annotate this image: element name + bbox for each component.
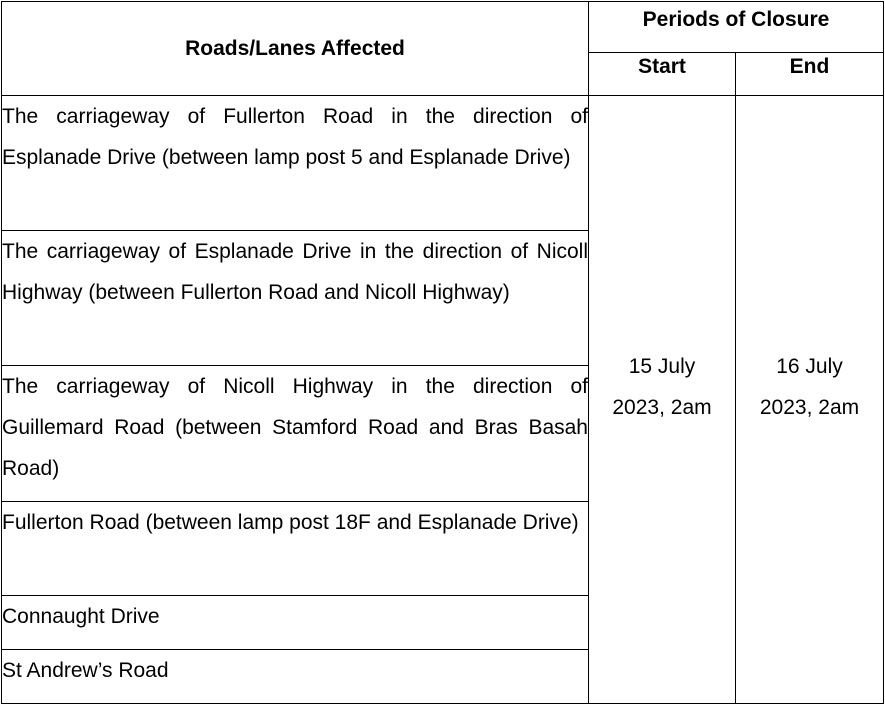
periods-of-closure-header-label: Periods of Closure [642, 8, 830, 31]
roads-affected-header [2, 2, 589, 96]
start-header [589, 53, 736, 96]
road-row-fullerton-carriageway [2, 96, 589, 231]
road-row-text: St Andrew’s Road [2, 659, 169, 682]
road-row-nicoll-carriageway [2, 366, 589, 502]
closure-end-time: 2023, 2am [759, 395, 860, 419]
end-header [736, 53, 884, 96]
start-header-label: Start [638, 55, 686, 78]
closure-end-cell [736, 96, 884, 704]
road-row-connaught-drive [2, 596, 589, 650]
road-row-text: Connaught Drive [2, 605, 160, 628]
closure-end-date: 16 July [776, 354, 843, 378]
road-row-fullerton-road [2, 502, 589, 596]
closure-start-time: 2023, 2am [612, 395, 712, 419]
road-row-esplanade-carriageway [2, 231, 589, 366]
end-header-label: End [789, 55, 830, 78]
road-row-text: The carriageway of Nicoll Highway in the direction of Guillemard Road (between Stamford Road and Bras Basah Road) [2, 375, 588, 480]
road-closure-table [1, 1, 884, 704]
road-row-text: Fullerton Road (between lamp post 18F and Esplanade Drive) [2, 511, 579, 534]
closure-start-cell [589, 96, 736, 704]
roads-affected-header-label: Roads/Lanes Affected [185, 36, 405, 60]
closure-start-date: 15 July [628, 354, 696, 378]
road-row-text: The carriageway of Fullerton Road in the direction of Esplanade Drive (between lamp post 5 and Esplanade Drive) [2, 105, 588, 169]
periods-of-closure-header [589, 2, 884, 53]
road-row-st-andrews-road [2, 650, 589, 704]
road-row-text: The carriageway of Esplanade Drive in the direction of Nicoll Highway (between Fullerton Road and Nicoll Highway) [2, 240, 588, 304]
